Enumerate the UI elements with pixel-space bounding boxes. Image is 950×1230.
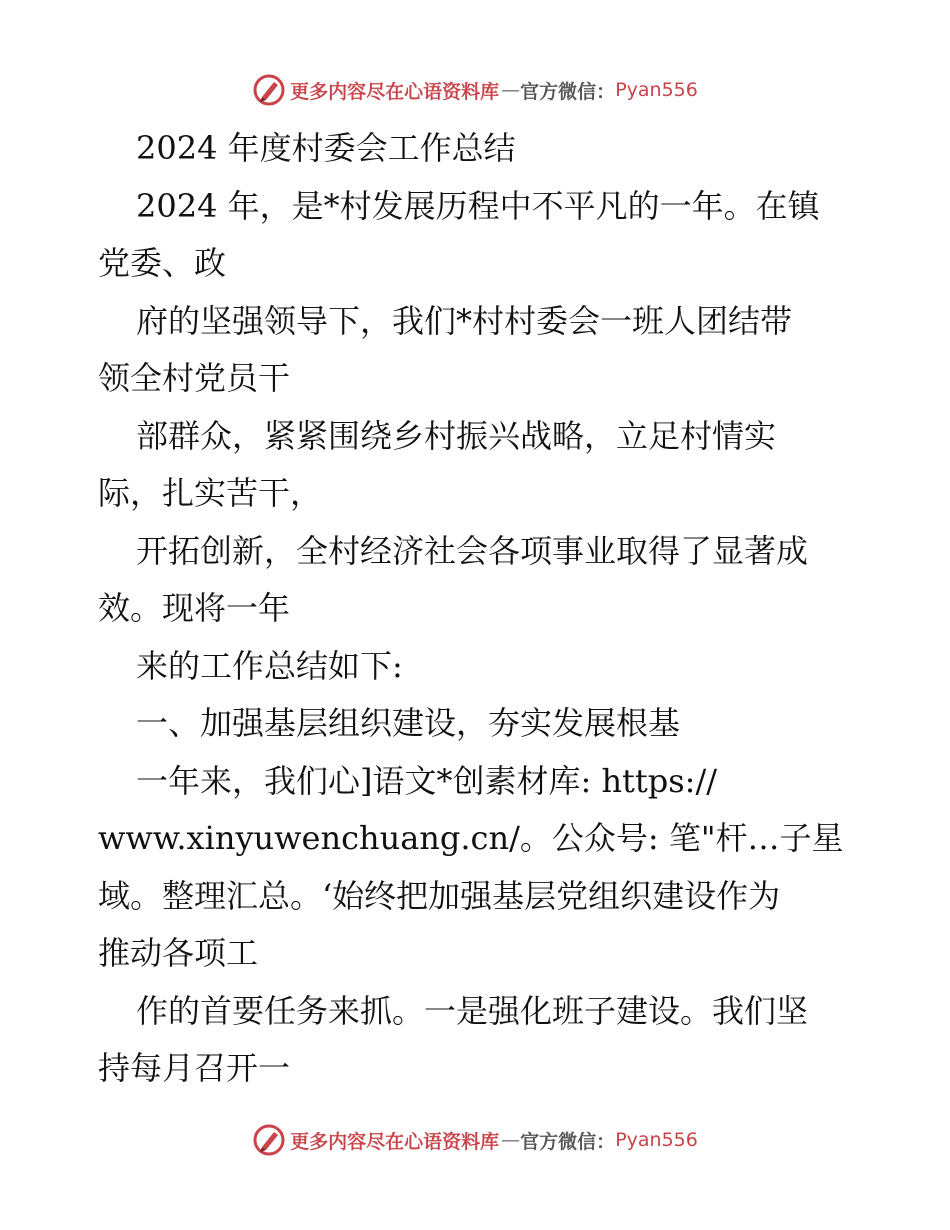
text-line: 部群众，紧紧围绕乡村振兴战略，立足村情实 <box>136 416 777 455</box>
text-line: 域。整理汇总。‘始终把加强基层党组织建设作为 <box>98 876 781 915</box>
text-line: 2024 年，是*村发展历程中不平凡的一年。在镇 <box>136 186 820 225</box>
watermark-label: 官方微信： <box>520 80 616 103</box>
text-line: 效。现将一年 <box>98 589 291 627</box>
watermark-handle: Pyan556 <box>615 79 698 101</box>
watermark-separator: — <box>501 1129 519 1151</box>
text-line: www.xinyuwenchuang.cn/。公众号: 笔"杆…子星 <box>98 819 844 857</box>
watermark-brand: 更多内容尽在心语资料库 <box>290 1130 500 1153</box>
text-line: 开拓创新，全村经济社会各项事业取得了显著成 <box>136 531 809 570</box>
watermark-brand: 更多内容尽在心语资料库 <box>290 80 500 103</box>
text-line: 党委、政 <box>98 244 227 282</box>
watermark-banner-bottom <box>0 1120 950 1160</box>
text-line: 一年来，我们心]语文*创素材库: https:// <box>136 761 718 800</box>
text-line: 府的坚强领导下，我们*村村委会一班人团结带 <box>136 301 793 340</box>
text-line: 推动各项工 <box>98 934 259 972</box>
watermark-separator: — <box>501 79 519 101</box>
text-line: 际，扎实苦干， <box>98 474 323 512</box>
watermark-label: 官方微信： <box>520 1130 616 1153</box>
text-line: 领全村党员干 <box>98 359 291 397</box>
text-line: 持每月召开一 <box>98 1049 291 1087</box>
text-line: 来的工作总结如下: <box>136 646 403 685</box>
text-line: 作的首要任务来抓。一是强化班子建设。我们坚 <box>136 991 809 1030</box>
text-line: 一、加强基层组织建设，夯实发展根基 <box>136 704 681 742</box>
pen-logo-icon <box>252 1123 286 1157</box>
watermark-handle: Pyan556 <box>615 1129 698 1151</box>
document-title: 2024 年度村委会工作总结 <box>136 129 516 167</box>
